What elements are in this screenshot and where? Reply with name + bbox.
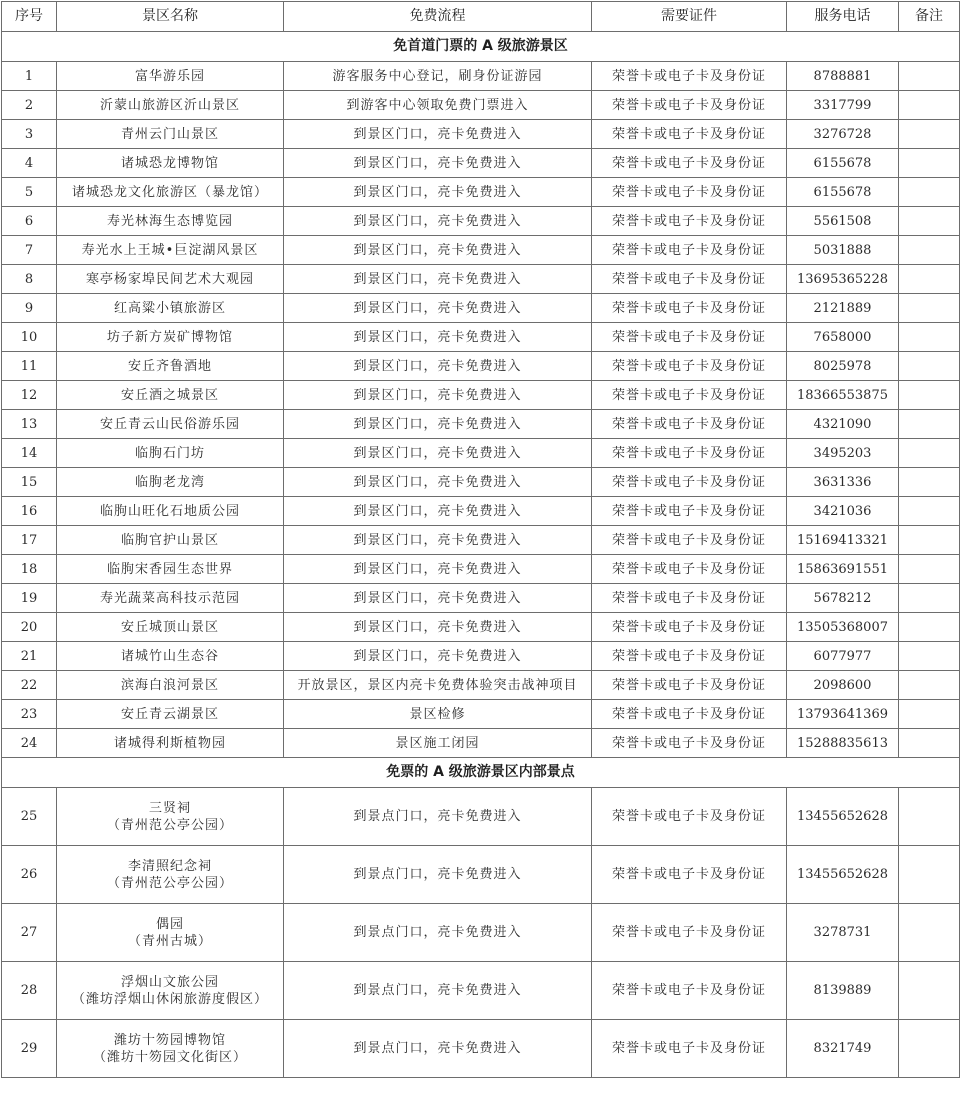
serial-number: 11: [2, 352, 57, 381]
scenic-name: 临朐宋香园生态世界: [57, 555, 284, 584]
table-row: [2, 846, 960, 904]
required-documents: 荣誉卡或电子卡及身份证: [592, 236, 787, 265]
free-process: 到景区门口，亮卡免费进入: [284, 149, 592, 178]
table-row: [2, 178, 960, 207]
free-process: 到景区门口，亮卡免费进入: [284, 410, 592, 439]
remarks: [899, 700, 960, 729]
serial-number: 17: [2, 526, 57, 555]
service-phone: 8321749: [787, 1020, 899, 1078]
table-row: [2, 1020, 960, 1078]
table-row: [2, 439, 960, 468]
table-row: [2, 352, 960, 381]
serial-number: 18: [2, 555, 57, 584]
service-phone: 3317799: [787, 91, 899, 120]
remarks: [899, 323, 960, 352]
service-phone: 6155678: [787, 149, 899, 178]
required-documents: 荣誉卡或电子卡及身份证: [592, 555, 787, 584]
free-process: 到景区门口，亮卡免费进入: [284, 236, 592, 265]
serial-number: 27: [2, 904, 57, 962]
service-phone: 8025978: [787, 352, 899, 381]
scenic-name: 临朐山旺化石地质公园: [57, 497, 284, 526]
required-documents: 荣誉卡或电子卡及身份证: [592, 642, 787, 671]
required-documents: 荣誉卡或电子卡及身份证: [592, 120, 787, 149]
remarks: [899, 962, 960, 1020]
remarks: [899, 178, 960, 207]
free-process: 到景点门口，亮卡免费进入: [284, 904, 592, 962]
free-process: 景区检修: [284, 700, 592, 729]
scenic-name-cell: [57, 962, 284, 1020]
remarks: [899, 352, 960, 381]
required-documents: 荣誉卡或电子卡及身份证: [592, 613, 787, 642]
free-process: 到景点门口，亮卡免费进入: [284, 962, 592, 1020]
scenic-name: 临朐石门坊: [57, 439, 284, 468]
header-serial: 序号: [2, 2, 57, 32]
free-process: 到景区门口，亮卡免费进入: [284, 584, 592, 613]
scenic-name: 安丘酒之城景区: [57, 381, 284, 410]
free-process: 到景区门口，亮卡免费进入: [284, 613, 592, 642]
service-phone: 3631336: [787, 468, 899, 497]
service-phone: 3276728: [787, 120, 899, 149]
serial-number: 22: [2, 671, 57, 700]
serial-number: 5: [2, 178, 57, 207]
service-phone: 3278731: [787, 904, 899, 962]
required-documents: 荣誉卡或电子卡及身份证: [592, 62, 787, 91]
remarks: [899, 294, 960, 323]
scenic-name: 浮烟山文旅公园: [120, 974, 219, 990]
serial-number: 9: [2, 294, 57, 323]
scenic-parent-area: （潍坊十笏园文化街区）: [92, 1049, 247, 1065]
table-row: [2, 729, 960, 758]
required-documents: 荣誉卡或电子卡及身份证: [592, 700, 787, 729]
remarks: [899, 381, 960, 410]
remarks: [899, 613, 960, 642]
serial-number: 2: [2, 91, 57, 120]
scenic-name-cell: [57, 846, 284, 904]
header-service-phone: 服务电话: [787, 2, 899, 32]
serial-number: 29: [2, 1020, 57, 1078]
section-title-row: [2, 32, 960, 62]
section-title: 免首道门票的 A 级旅游景区: [2, 32, 960, 62]
service-phone: 13695365228: [787, 265, 899, 294]
table-row: [2, 323, 960, 352]
service-phone: 5561508: [787, 207, 899, 236]
table-row: [2, 555, 960, 584]
required-documents: 荣誉卡或电子卡及身份证: [592, 294, 787, 323]
scenic-name: 富华游乐园: [57, 62, 284, 91]
serial-number: 7: [2, 236, 57, 265]
table-row: [2, 410, 960, 439]
free-process: 到景区门口，亮卡免费进入: [284, 352, 592, 381]
free-process: 到景区门口，亮卡免费进入: [284, 207, 592, 236]
free-process: 到景区门口，亮卡免费进入: [284, 120, 592, 149]
required-documents: 荣誉卡或电子卡及身份证: [592, 584, 787, 613]
remarks: [899, 904, 960, 962]
scenic-parent-area: （青州范公亭公园）: [106, 875, 233, 891]
table-row: [2, 526, 960, 555]
free-process: 到景区门口，亮卡免费进入: [284, 381, 592, 410]
service-phone: 15169413321: [787, 526, 899, 555]
table-row: [2, 381, 960, 410]
scenic-name: 沂蒙山旅游区沂山景区: [57, 91, 284, 120]
required-documents: 荣誉卡或电子卡及身份证: [592, 149, 787, 178]
required-documents: 荣誉卡或电子卡及身份证: [592, 904, 787, 962]
serial-number: 23: [2, 700, 57, 729]
free-process: 到景区门口，亮卡免费进入: [284, 468, 592, 497]
remarks: [899, 555, 960, 584]
service-phone: 13793641369: [787, 700, 899, 729]
header-required-documents: 需要证件: [592, 2, 787, 32]
scenic-name: 红高粱小镇旅游区: [57, 294, 284, 323]
required-documents: 荣誉卡或电子卡及身份证: [592, 178, 787, 207]
service-phone: 13455652628: [787, 788, 899, 846]
remarks: [899, 236, 960, 265]
remarks: [899, 671, 960, 700]
scenic-name: 三贤祠: [148, 800, 191, 816]
scenic-name: 安丘青云山民俗游乐园: [57, 410, 284, 439]
remarks: [899, 62, 960, 91]
free-process: 到景区门口，亮卡免费进入: [284, 294, 592, 323]
free-process: 到景区门口，亮卡免费进入: [284, 265, 592, 294]
required-documents: 荣誉卡或电子卡及身份证: [592, 323, 787, 352]
service-phone: 3495203: [787, 439, 899, 468]
serial-number: 3: [2, 120, 57, 149]
required-documents: 荣誉卡或电子卡及身份证: [592, 846, 787, 904]
section-title: 免票的 A 级旅游景区内部景点: [2, 758, 960, 788]
scenic-name: 寿光水上王城•巨淀湖风景区: [57, 236, 284, 265]
serial-number: 14: [2, 439, 57, 468]
header-remarks: 备注: [899, 2, 960, 32]
service-phone: 2098600: [787, 671, 899, 700]
required-documents: 荣誉卡或电子卡及身份证: [592, 352, 787, 381]
table-row: [2, 468, 960, 497]
remarks: [899, 846, 960, 904]
serial-number: 26: [2, 846, 57, 904]
free-process: 到景区门口，亮卡免费进入: [284, 323, 592, 352]
serial-number: 4: [2, 149, 57, 178]
required-documents: 荣誉卡或电子卡及身份证: [592, 671, 787, 700]
serial-number: 19: [2, 584, 57, 613]
required-documents: 荣誉卡或电子卡及身份证: [592, 207, 787, 236]
scenic-name: 诸城竹山生态谷: [57, 642, 284, 671]
table-row: [2, 91, 960, 120]
scenic-name: 寿光蔬菜高科技示范园: [57, 584, 284, 613]
required-documents: 荣誉卡或电子卡及身份证: [592, 468, 787, 497]
service-phone: 13505368007: [787, 613, 899, 642]
scenic-name: 青州云门山景区: [57, 120, 284, 149]
required-documents: 荣誉卡或电子卡及身份证: [592, 497, 787, 526]
table-row: [2, 497, 960, 526]
service-phone: 7658000: [787, 323, 899, 352]
remarks: [899, 410, 960, 439]
table-row: [2, 788, 960, 846]
scenic-name: 诸城得利斯植物园: [57, 729, 284, 758]
table-header-row: [2, 2, 960, 32]
free-process: 到景区门口，亮卡免费进入: [284, 497, 592, 526]
table-row: [2, 642, 960, 671]
serial-number: 16: [2, 497, 57, 526]
serial-number: 24: [2, 729, 57, 758]
required-documents: 荣誉卡或电子卡及身份证: [592, 91, 787, 120]
scenic-name: 安丘青云湖景区: [57, 700, 284, 729]
serial-number: 28: [2, 962, 57, 1020]
remarks: [899, 642, 960, 671]
required-documents: 荣誉卡或电子卡及身份证: [592, 788, 787, 846]
required-documents: 荣誉卡或电子卡及身份证: [592, 381, 787, 410]
scenic-name-cell: [57, 904, 284, 962]
service-phone: 6077977: [787, 642, 899, 671]
serial-number: 1: [2, 62, 57, 91]
table-row: [2, 700, 960, 729]
serial-number: 10: [2, 323, 57, 352]
remarks: [899, 265, 960, 294]
free-process: 开放景区，景区内亮卡免费体验突击战神项目: [284, 671, 592, 700]
required-documents: 荣誉卡或电子卡及身份证: [592, 962, 787, 1020]
service-phone: 2121889: [787, 294, 899, 323]
serial-number: 6: [2, 207, 57, 236]
serial-number: 8: [2, 265, 57, 294]
required-documents: 荣誉卡或电子卡及身份证: [592, 1020, 787, 1078]
serial-number: 15: [2, 468, 57, 497]
section-title-row: [2, 758, 960, 788]
remarks: [899, 120, 960, 149]
remarks: [899, 149, 960, 178]
remarks: [899, 207, 960, 236]
table-row: [2, 613, 960, 642]
remarks: [899, 729, 960, 758]
scenic-name: 寒亭杨家埠民间艺术大观园: [57, 265, 284, 294]
table-row: [2, 294, 960, 323]
scenic-name: 临朐老龙湾: [57, 468, 284, 497]
free-process: 到景区门口，亮卡免费进入: [284, 526, 592, 555]
scenic-name: 李清照纪念祠: [127, 858, 212, 874]
serial-number: 13: [2, 410, 57, 439]
serial-number: 20: [2, 613, 57, 642]
service-phone: 8139889: [787, 962, 899, 1020]
required-documents: 荣誉卡或电子卡及身份证: [592, 410, 787, 439]
scenic-name: 诸城恐龙博物馆: [57, 149, 284, 178]
service-phone: 15288835613: [787, 729, 899, 758]
scenic-name: 坊子新方炭矿博物馆: [57, 323, 284, 352]
required-documents: 荣誉卡或电子卡及身份证: [592, 729, 787, 758]
remarks: [899, 439, 960, 468]
scenic-name: 寿光林海生态博览园: [57, 207, 284, 236]
remarks: [899, 91, 960, 120]
free-process: 到景点门口，亮卡免费进入: [284, 788, 592, 846]
service-phone: 5678212: [787, 584, 899, 613]
free-process: 到景点门口，亮卡免费进入: [284, 1020, 592, 1078]
scenic-parent-area: （青州古城）: [127, 933, 212, 949]
scenic-name-cell: [57, 788, 284, 846]
required-documents: 荣誉卡或电子卡及身份证: [592, 265, 787, 294]
scenic-name: 偶园: [155, 916, 184, 932]
service-phone: 8788881: [787, 62, 899, 91]
scenic-name-cell: [57, 1020, 284, 1078]
table-row: [2, 207, 960, 236]
free-process: 游客服务中心登记，刷身份证游园: [284, 62, 592, 91]
header-scenic-name: 景区名称: [57, 2, 284, 32]
free-process: 景区施工闭园: [284, 729, 592, 758]
table-row: [2, 149, 960, 178]
service-phone: 13455652628: [787, 846, 899, 904]
remarks: [899, 1020, 960, 1078]
table-row: [2, 904, 960, 962]
required-documents: 荣誉卡或电子卡及身份证: [592, 526, 787, 555]
table-row: [2, 120, 960, 149]
scenic-name: 潍坊十笏园博物馆: [113, 1032, 226, 1048]
serial-number: 12: [2, 381, 57, 410]
remarks: [899, 497, 960, 526]
service-phone: 6155678: [787, 178, 899, 207]
service-phone: 4321090: [787, 410, 899, 439]
remarks: [899, 584, 960, 613]
scenic-spot-table: [1, 1, 960, 1078]
scenic-name: 临朐官护山景区: [57, 526, 284, 555]
free-process: 到景区门口，亮卡免费进入: [284, 439, 592, 468]
scenic-parent-area: （潍坊浮烟山休闲旅游度假区）: [71, 991, 268, 1007]
table-row: [2, 671, 960, 700]
free-process: 到景点门口，亮卡免费进入: [284, 846, 592, 904]
header-free-process: 免费流程: [284, 2, 592, 32]
table-row: [2, 584, 960, 613]
scenic-name: 滨海白浪河景区: [57, 671, 284, 700]
scenic-name: 诸城恐龙文化旅游区（暴龙馆）: [57, 178, 284, 207]
table-row: [2, 265, 960, 294]
service-phone: 5031888: [787, 236, 899, 265]
free-process: 到游客中心领取免费门票进入: [284, 91, 592, 120]
scenic-parent-area: （青州范公亭公园）: [106, 817, 233, 833]
scenic-name: 安丘齐鲁酒地: [57, 352, 284, 381]
table-row: [2, 236, 960, 265]
free-process: 到景区门口，亮卡免费进入: [284, 642, 592, 671]
table-row: [2, 962, 960, 1020]
serial-number: 25: [2, 788, 57, 846]
free-process: 到景区门口，亮卡免费进入: [284, 178, 592, 207]
free-process: 到景区门口，亮卡免费进入: [284, 555, 592, 584]
remarks: [899, 526, 960, 555]
remarks: [899, 788, 960, 846]
scenic-name: 安丘城顶山景区: [57, 613, 284, 642]
remarks: [899, 468, 960, 497]
serial-number: 21: [2, 642, 57, 671]
service-phone: 3421036: [787, 497, 899, 526]
table-row: [2, 62, 960, 91]
service-phone: 15863691551: [787, 555, 899, 584]
service-phone: 18366553875: [787, 381, 899, 410]
required-documents: 荣誉卡或电子卡及身份证: [592, 439, 787, 468]
